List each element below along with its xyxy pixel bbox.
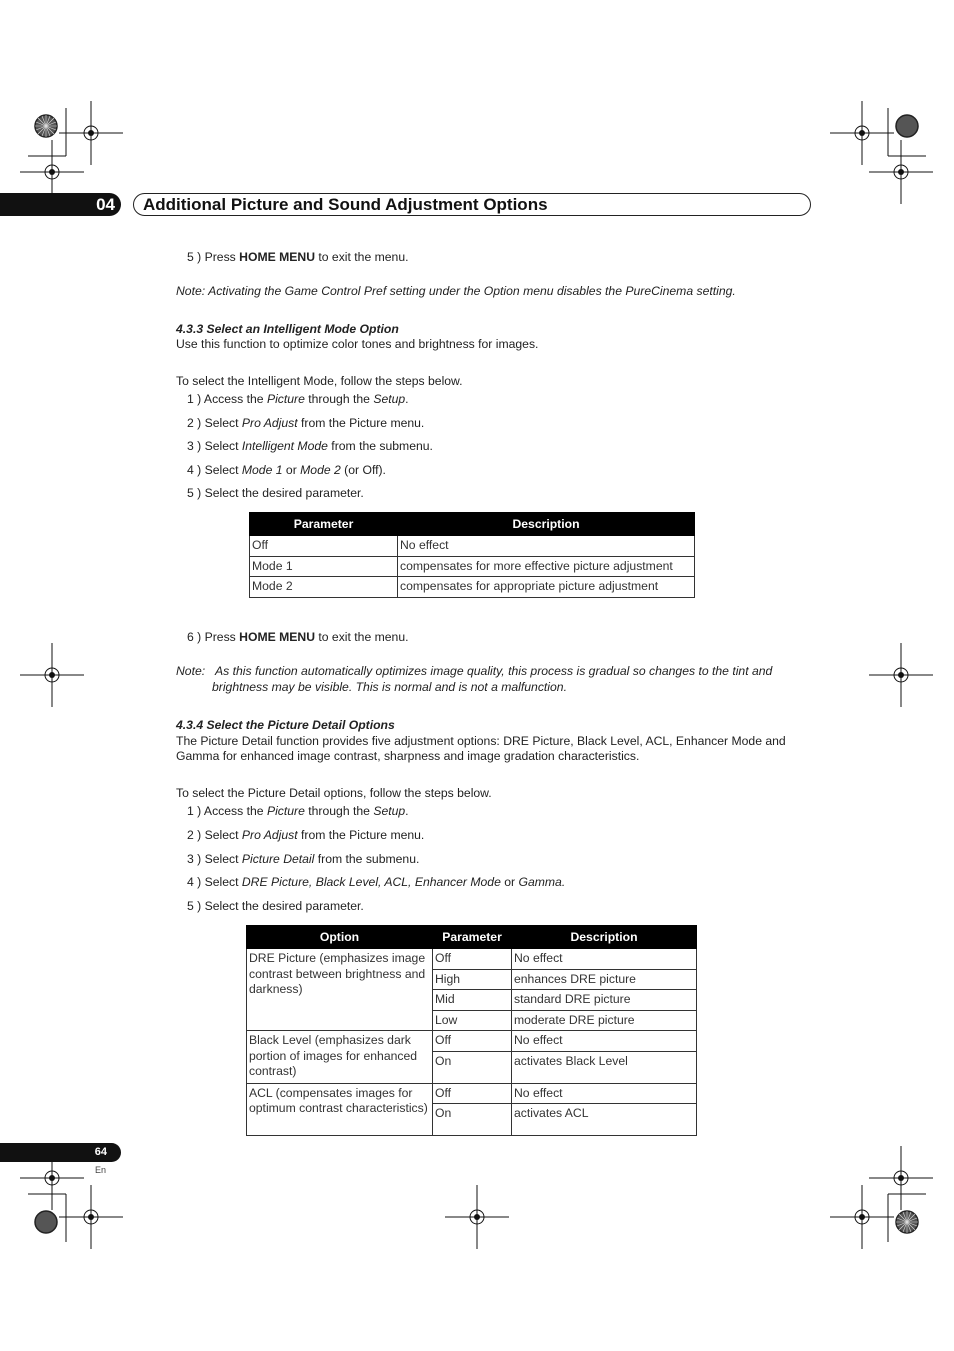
table-row: Low moderate DRE picture: [247, 1010, 697, 1031]
page-number: 64: [94, 1146, 107, 1158]
table-row: High enhances DRE picture: [247, 969, 697, 990]
registration-mark-bottom-right: [830, 1146, 933, 1249]
table-header: Option: [247, 926, 433, 949]
page-number-tab: [0, 1143, 121, 1162]
table-header: Description: [398, 513, 695, 536]
option-cell: Black Level (emphasizes dark portion of images for enhanced contrast): [247, 1031, 433, 1084]
intelligent-mode-table: [249, 512, 695, 598]
option-cell: ACL (compensates images for optimum contrast characteristics): [247, 1083, 433, 1136]
chapter-number: 04: [96, 195, 115, 214]
picture-detail-table: [246, 925, 697, 1136]
note-label: Note:: [176, 664, 206, 678]
step-6: 6 ) Press HOME MENU to exit the menu.: [187, 630, 409, 644]
step-5: 5 ) Select the desired parameter.: [187, 899, 364, 913]
step-2: 2 ) Select Pro Adjust from the Picture menu.: [187, 828, 425, 842]
table-row: Off No effect: [250, 536, 695, 557]
chapter-number-tab: [0, 193, 121, 216]
section-intro-line-2: Gamma for enhanced image contrast, sharpness and image gradation characteristics.: [176, 749, 640, 763]
note-line-2: brightness may be visible. This is normal and is not a malfunction.: [212, 680, 567, 694]
step-4: 4 ) Select DRE Picture, Black Level, ACL, Enhancer Mode or Gamma.: [187, 875, 566, 889]
table-row: DRE Picture (emphasizes image contrast between brightness and darkness) Off No effect: [247, 949, 697, 970]
registration-mark-top-left: [20, 101, 123, 204]
steps-lead: To select the Intelligent Mode, follow the steps below.: [176, 374, 463, 388]
table-row: Mode 1 compensates for more effective picture adjustment: [250, 556, 695, 577]
table-row: ACL (compensates images for optimum contrast characteristics) Off No effect: [247, 1083, 697, 1104]
step-3: 3 ) Select Intelligent Mode from the submenu.: [187, 439, 433, 453]
chapter-title: Additional Picture and Sound Adjustment Options: [143, 195, 548, 214]
option-cell: DRE Picture (emphasizes image contrast between brightness and darkness): [247, 949, 433, 1031]
step-home-menu-exit: 5 ) Press HOME MENU to exit the menu.: [187, 250, 409, 264]
table-row: Mid standard DRE picture: [247, 990, 697, 1011]
step-4: 4 ) Select Mode 1 or Mode 2 (or Off).: [187, 463, 386, 477]
registration-mark-top-right: [830, 101, 933, 204]
section-intro-line-1: The Picture Detail function provides five adjustment options: DRE Picture, Black Level, ACL, Enhancer Mode and: [176, 734, 786, 748]
note-line-1: As this function automatically optimizes image quality, this process is gradual so changes to the tint and: [215, 664, 773, 678]
language-code: En: [95, 1165, 107, 1175]
section-intro: Use this function to optimize color tones and brightness for images.: [176, 337, 539, 351]
section-heading-intelligent-mode: 4.3.3 Select an Intelligent Mode Option: [176, 322, 399, 336]
table-header: Parameter: [433, 926, 512, 949]
step-5: 5 ) Select the desired parameter.: [187, 486, 364, 500]
table-header: Description: [512, 926, 697, 949]
step-1: 1 ) Access the Picture through the Setup.: [187, 804, 409, 818]
step-3: 3 ) Select Picture Detail from the submenu.: [187, 852, 420, 866]
table-row: Mode 2 compensates for appropriate picture adjustment: [250, 577, 695, 598]
step-2: 2 ) Select Pro Adjust from the Picture menu.: [187, 416, 425, 430]
table-header: Parameter: [250, 513, 398, 536]
section-heading-picture-detail: 4.3.4 Select the Picture Detail Options: [176, 718, 395, 732]
table-row: Black Level (emphasizes dark portion of images for enhanced contrast) Off No effect: [247, 1031, 697, 1052]
table-row: On activates ACL: [247, 1104, 697, 1136]
note-game-control: Note: Activating the Game Control Pref setting under the Option menu disables the PureCinema setting.: [176, 284, 736, 298]
table-row: On activates Black Level: [247, 1051, 697, 1083]
steps-lead: To select the Picture Detail options, follow the steps below.: [176, 786, 492, 800]
step-1: 1 ) Access the Picture through the Setup.: [187, 392, 409, 406]
